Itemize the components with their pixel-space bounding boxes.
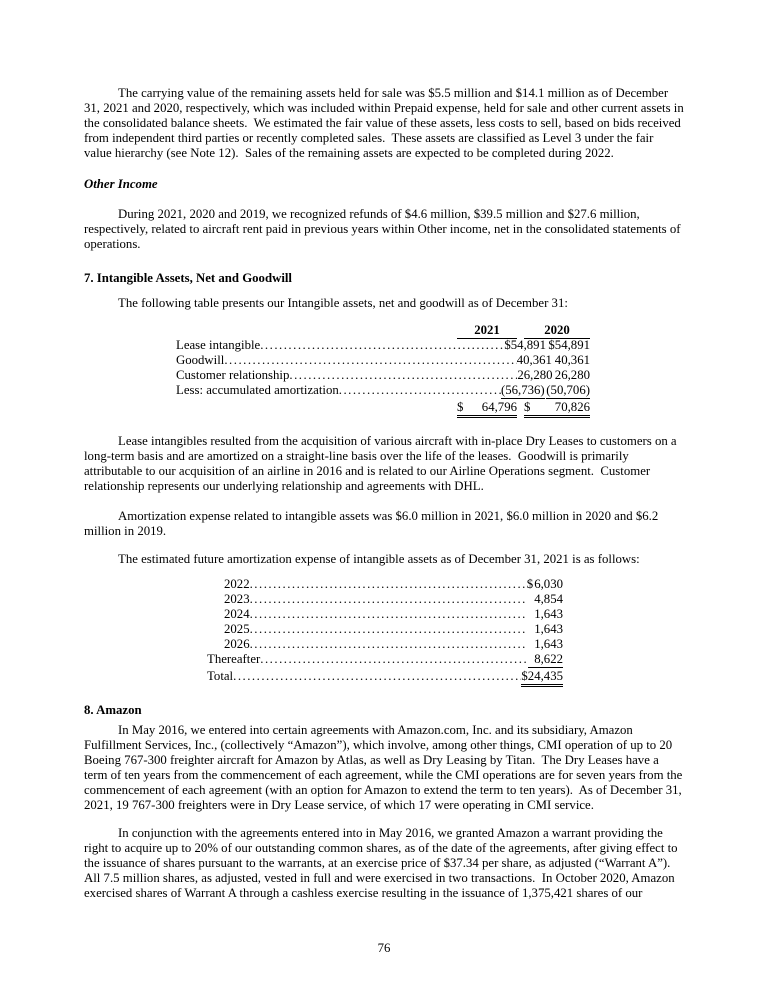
page-number: 76 <box>377 941 391 955</box>
value-2021: 40,361 <box>516 353 552 367</box>
value-cell <box>501 383 545 399</box>
value-cell <box>527 607 563 622</box>
paragraph-refunds: During 2021, 2020 and 2019, we recognized refunds of $4.6 million, $39.5 million and $27.6 million, respectively, related to aircraft rent paid in previous years within Other income, net in the consolidated statements of operations. <box>84 207 684 251</box>
table-row <box>207 637 563 652</box>
table-row <box>207 577 563 592</box>
row-label: 2026 <box>224 637 250 651</box>
table-row <box>207 607 563 622</box>
value-cell <box>548 338 590 353</box>
row-label: Total <box>207 669 234 683</box>
paragraph-warrant: In conjunction with the agreements entered into in May 2016, we granted Amazon a warrant providing the right to acquire up to 20% of our outstanding common shares, as of the date of the agreements, after giving effect to the issuance of shares pursuant to the warrants, at an exercise price of $37.34 per share, as adjusted (“Warrant A”). All 7.5 million shares, as adjusted, vested in full and were exercised in two transactions. In October 2020, Amazon exercised shares of Warrant A through a cashless exercise resulting in the issuance of 1,375,421 shares of our <box>84 826 681 900</box>
dot-leader <box>250 577 527 592</box>
table-header-row <box>176 323 590 338</box>
dot-leader <box>250 592 527 607</box>
value-cell <box>527 577 563 592</box>
row-label: Customer relationship <box>176 368 290 382</box>
row-label: Less: accumulated amortization <box>176 383 339 397</box>
table-row <box>176 338 590 353</box>
dot-leader <box>224 353 516 368</box>
text-column <box>84 0 687 901</box>
column-header-2021: 2021 <box>457 323 517 339</box>
value-cell <box>555 368 590 383</box>
table-row <box>207 622 563 637</box>
table-row <box>176 368 590 383</box>
value: 1,643 <box>534 607 563 621</box>
heading-other-income: Other Income <box>84 177 158 191</box>
row-label: 2024 <box>224 607 250 621</box>
row-label: Goodwill <box>176 353 225 367</box>
dollar-sign: $ <box>526 577 534 591</box>
dot-leader <box>250 622 527 637</box>
dot-leader <box>260 652 528 667</box>
value-cell <box>504 338 546 353</box>
dot-leader <box>339 383 501 398</box>
value-cell <box>527 592 563 607</box>
row-label: 2023 <box>224 592 250 606</box>
value-2021: 54,891 <box>510 338 546 352</box>
value: 4,854 <box>534 592 563 606</box>
dollar-sign: $ <box>548 338 555 352</box>
table-row <box>176 353 590 368</box>
paragraph-following-table: The following table presents our Intangible assets, net and goodwill as of December 31: <box>118 296 568 310</box>
value-cell <box>517 353 552 368</box>
paragraph-lease-intangibles: Lease intangibles resulted from the acquisition of various aircraft with in-place Dry Leases to customers on a long-term basis and are amortized on a straight-line basis over the life of the leases. Goodwill is primarily attributable to our acquisition of an airline in 2016 and is related to our Airline Operations segment. Customer relationship represents our underlying relationship and agreements with DHL. <box>84 434 680 493</box>
table-total-row <box>176 398 590 417</box>
dot-leader <box>250 607 527 622</box>
row-label: 2022 <box>224 577 250 591</box>
value: 6,030 <box>534 577 563 591</box>
total-cell <box>524 400 590 418</box>
value-cell <box>555 353 590 368</box>
value-cell <box>527 622 563 637</box>
total-2021: 64,796 <box>481 400 517 414</box>
value-2020: (50,706) <box>546 383 590 397</box>
value-2020: 26,280 <box>554 368 590 382</box>
row-label: 2025 <box>224 622 250 636</box>
value-2021: (56,736) <box>500 383 545 397</box>
future-amortization-table <box>207 577 563 686</box>
value-2021: 26,280 <box>517 368 553 382</box>
value-2020: 54,891 <box>554 338 590 352</box>
dollar-sign: $ <box>504 338 511 352</box>
value: 1,643 <box>534 622 563 636</box>
paragraph-carrying-value: The carrying value of the remaining assets held for sale was $5.5 million and $14.1 million as of December 31, 2021 and 2020, respectively, which was included within Prepaid expense, held for sale and other current assets in the consolidated balance sheets. We estimated the fair value of these assets, less costs to sell, based on bids received from independent third parties or recently completed sales. These assets are classified as Level 3 under the fair value hierarchy (see Note 12). Sales of the remaining assets are expected to be completed during 2022. <box>84 86 687 160</box>
heading-amazon: 8. Amazon <box>84 703 142 717</box>
table-row <box>207 592 563 607</box>
dollar-sign: $ <box>524 400 531 414</box>
heading-intangible-assets: 7. Intangible Assets, Net and Goodwill <box>84 271 292 285</box>
dollar-sign: $ <box>457 400 464 414</box>
table-row <box>207 652 563 667</box>
paragraph-amortization-expense: Amortization expense related to intangible assets was $6.0 million in 2021, $6.0 million in 2020 and $6.2 million in 2019. <box>84 509 662 538</box>
dot-leader <box>250 637 527 652</box>
value-cell <box>528 652 563 668</box>
dot-leader <box>260 338 504 353</box>
column-header-2020: 2020 <box>524 323 590 339</box>
dollar-sign: $ <box>521 669 528 683</box>
value: 1,643 <box>534 637 563 651</box>
total-cell <box>457 400 517 418</box>
total-2020: 70,826 <box>554 400 590 414</box>
total-cell <box>521 669 563 687</box>
table-total-row <box>207 667 563 686</box>
row-label: Lease intangible <box>176 338 261 352</box>
row-label: Thereafter <box>207 652 261 666</box>
intangible-assets-table <box>176 323 590 417</box>
table-row <box>176 383 590 398</box>
total-value: 24,435 <box>527 669 563 683</box>
value-cell <box>527 637 563 652</box>
value-cell <box>517 368 552 383</box>
paragraph-amazon-agreements: In May 2016, we entered into certain agreements with Amazon.com, Inc. and its subsidiary, Amazon Fulfillment Services, Inc., (collectively “Amazon”), which involve, among other things, CMI operation of up to 20 Boeing 767-300 freighter aircraft for Amazon by Atlas, as well as Dry Leasing by Titan. The Dry Leases have a term of ten years from the commencement of each agreement, while the CMI operations are for seven years from the commencement of each agreement (with an option for Amazon to extend the term to ten years). As of December 31, 2021, 19 767-300 freighters were in Dry Lease service, of which 17 were operating in CMI service. <box>84 723 686 812</box>
value-2020: 40,361 <box>554 353 590 367</box>
value-cell <box>546 383 590 399</box>
dot-leader <box>233 669 521 684</box>
value: 8,622 <box>534 652 563 666</box>
dot-leader <box>289 368 517 383</box>
paragraph-estimated-future: The estimated future amortization expense of intangible assets as of December 31, 2021 is as follows: <box>118 552 640 566</box>
